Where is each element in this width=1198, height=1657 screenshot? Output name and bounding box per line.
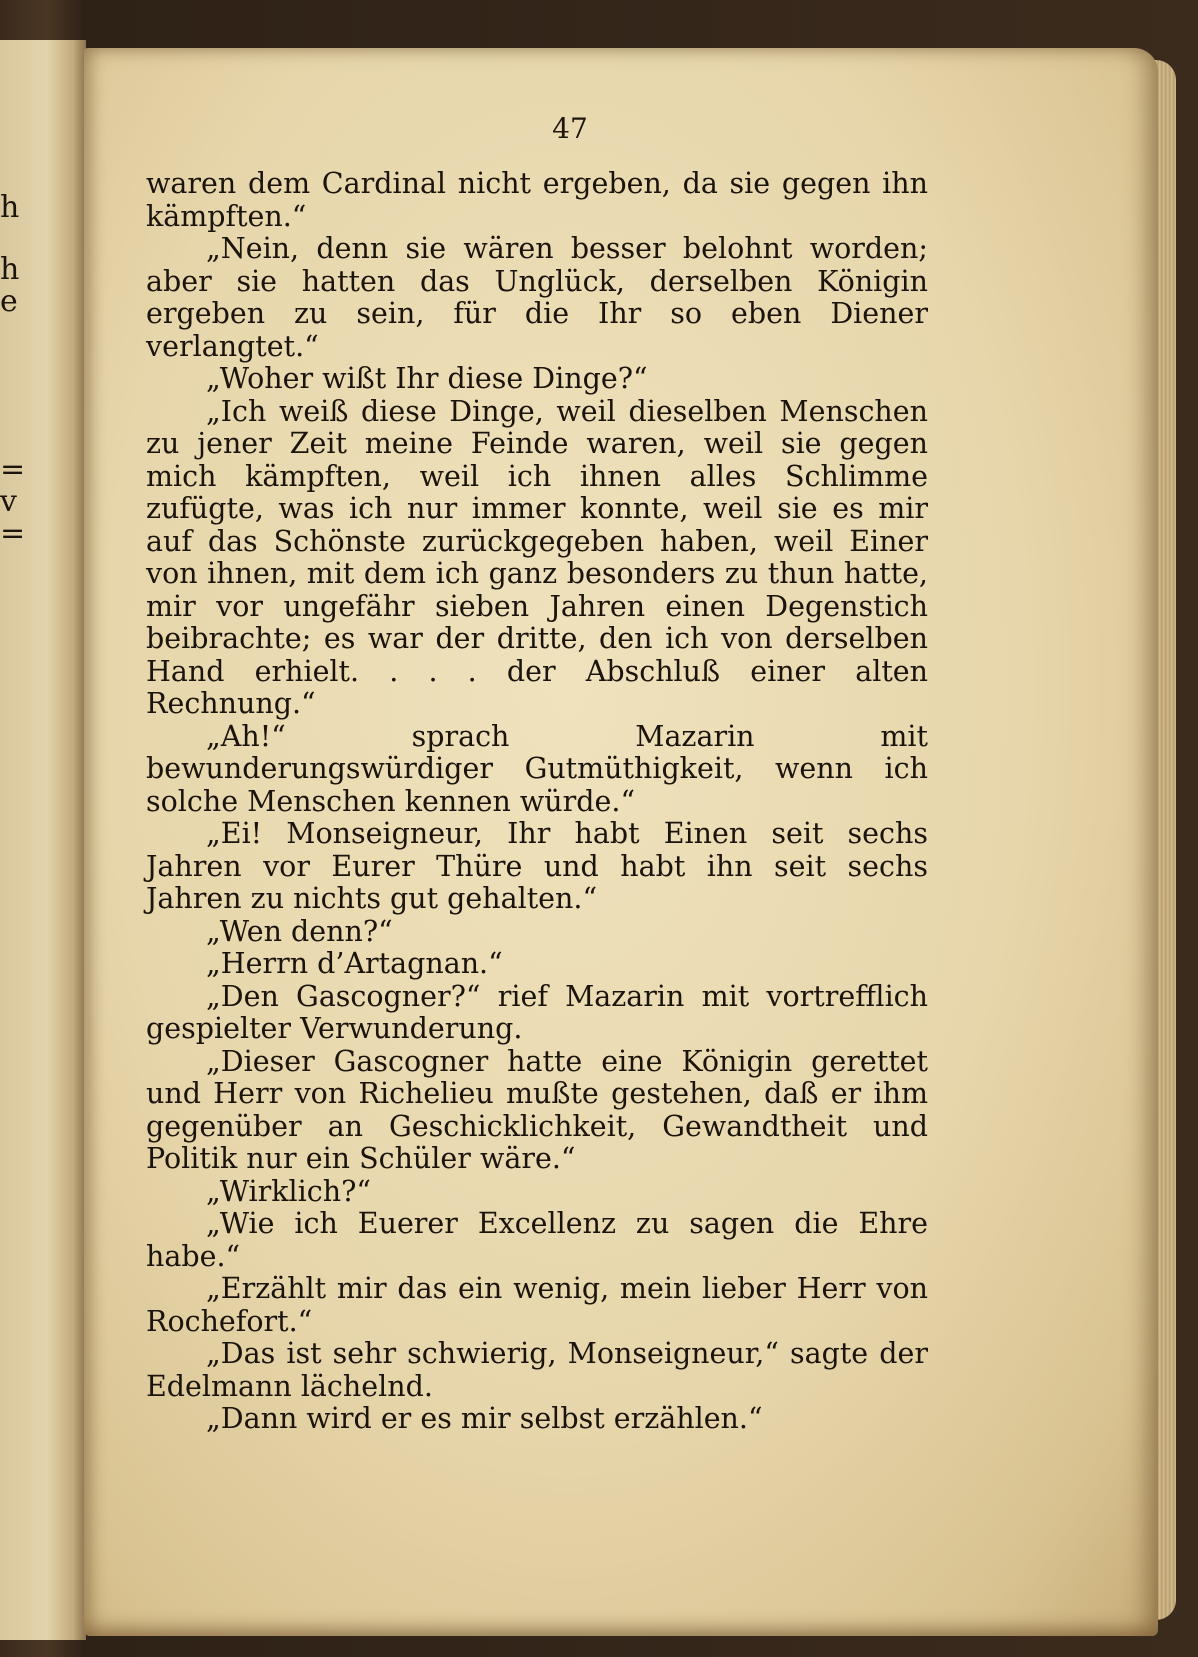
paragraph: „Ah!“ sprach Mazarin mit bewunderungswürdiger Gutmüthigkeit, wenn ich solche Menschen kennen würde.“ <box>146 719 928 818</box>
paragraph: „Woher wißt Ihr diese Dinge?“ <box>206 362 648 395</box>
paragraph: waren dem Cardinal nicht ergeben, da sie gegen ihn kämpften.“ <box>146 167 928 233</box>
paragraph: „Wen denn?“ <box>206 914 393 948</box>
paragraph: „Wie ich Euerer Excellenz zu sagen die Ehre habe.“ <box>146 1207 928 1273</box>
page-body-text <box>146 168 928 1436</box>
left-page-fragment: = <box>0 516 26 551</box>
left-page-fragment: e <box>0 284 18 319</box>
paragraph: „Dann wird er es mir selbst erzählen.“ <box>206 1402 763 1435</box>
paragraph: „Ich weiß diese Dinge, weil dieselben Menschen zu jener Zeit meine Feinde waren, weil sie gegen mich kämpften, weil ich ihnen alles Schlimme zufügte, was ich nur immer konnte, weil sie es mir auf das Schönste zurückgegeben haben, weil Einer von ihnen, mit dem ich ganz besonders zu thun hatte, mir vor ungefähr sieben Jahren einen Degenstich beibrachte; es war der dritte, den ich von derselben Hand erhielt. . . . der Abschluß einer alten Rechnung.“ <box>146 394 928 720</box>
paragraph: „Dieser Gascogner hatte eine Königin gerettet und Herr von Richelieu mußte gestehen, daß er ihm gegenüber an Geschicklichkeit, Gewandtheit und Politik nur ein Schüler wäre.“ <box>146 1044 928 1175</box>
paragraph: „Nein, denn sie wären besser belohnt worden; aber sie hatten das Unglück, derselben Königin ergeben zu sein, für die Ihr so eben Diener verlangtet.“ <box>146 232 928 363</box>
page-number: 47 <box>552 112 588 145</box>
left-page-fragment: h <box>0 190 20 225</box>
left-page-fragment: v <box>0 484 17 519</box>
left-page-edge <box>0 40 86 1640</box>
paragraph: „Herrn d’Artagnan.“ <box>206 947 503 980</box>
paragraph: „Erzählt mir das ein wenig, mein lieber Herr von Rochefort.“ <box>146 1272 928 1338</box>
paragraph: „Ei! Monseigneur, Ihr habt Einen seit sechs Jahren vor Eurer Thüre und habt ihn seit sechs Jahren zu nichts gut gehalten.“ <box>146 817 928 915</box>
left-page-fragment: = <box>0 452 26 487</box>
left-page-fragment: h <box>0 252 20 287</box>
paragraph: „Den Gascogner?“ rief Mazarin mit vortrefflich gespielter Verwunderung. <box>146 979 928 1045</box>
paragraph: „Wirklich?“ <box>206 1174 371 1208</box>
paragraph: „Das ist sehr schwierig, Monseigneur,“ sagte der Edelmann lächelnd. <box>146 1337 928 1403</box>
